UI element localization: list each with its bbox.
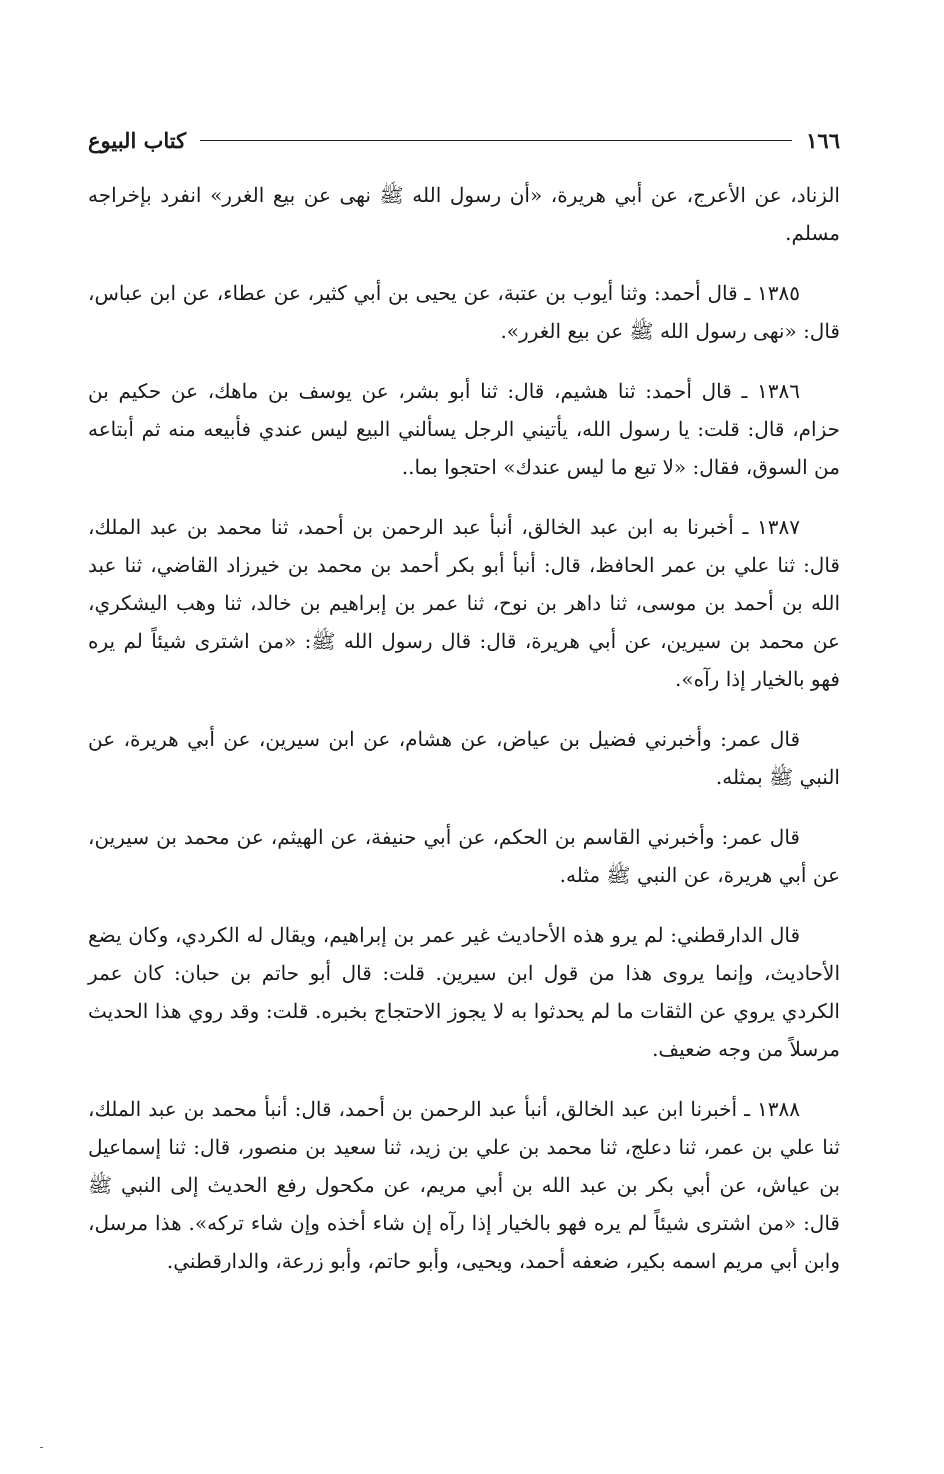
paragraph-hadith-1387: ١٣٨٧ ـ أخبرنا به ابن عبد الخالق، أنبأ عبد الرحمن بن أحمد، ثنا محمد بن عبد الملك، قال: ثنا علي بن عمر الحافظ، قال: أنبأ أبو بكر أحمد بن محمد بن خيرزاد القاضي، ثنا عبد الله بن أحمد بن موسى، ثنا داهر بن نوح، ثنا عمر بن إبراهيم بن خالد، ثنا وهب اليشكري، عن محمد بن سيرين، عن أبي هريرة، قال: قال رسول الله ﷺ: «من اشترى شيئاً لم يره فهو بالخيار إذا رآه». [88, 515, 840, 691]
paragraph-daraqutni: قال الدارقطني: لم يرو هذه الأحاديث غير عمر بن إبراهيم، ويقال له الكردي، وكان يضع الأحاديث، وإنما يروى هذا من قول ابن سيرين. قلت: قال أبو حاتم بن حبان: كان عمر الكردي يروي عن الثقات ما لم يحدثوا به لا يجوز الاحتجاج بخبره. قلت: وقد روي هذا الحديث مرسلاً من وجه ضعيف. [88, 923, 840, 1061]
paragraph-umar-1: قال عمر: وأخبرني فضيل بن عياض، عن هشام، عن ابن سيرين، عن أبي هريرة، عن النبي ﷺ بمثله. [88, 727, 840, 789]
page-number: ١٦٦ [806, 127, 840, 153]
corner-mark: ـ [40, 1440, 43, 1451]
paragraph-hadith-1386: ١٣٨٦ ـ قال أحمد: ثنا هشيم، قال: ثنا أبو بشر، عن يوسف بن ماهك، عن حكيم بن حزام، قال: قلت: يا رسول الله، يأتيني الرجل يسألني البيع ليس عندي فأبيعه منه ثم أبتاعه من السوق، فقال: «لا تبع ما ليس عندك» احتجوا بما.. [88, 379, 840, 479]
book-title: كتاب البيوع [88, 127, 187, 153]
page-header [88, 122, 840, 158]
paragraph-umar-2: قال عمر: وأخبرني القاسم بن الحكم، عن أبي حنيفة، عن الهيثم، عن محمد بن سيرين، عن أبي هريرة، عن النبي ﷺ مثله. [88, 825, 840, 887]
header-rule [200, 140, 792, 141]
paragraph-hadith-1385: ١٣٨٥ ـ قال أحمد: وثنا أيوب بن عتبة، عن يحيى بن أبي كثير، عن عطاء، عن ابن عباس، قال: «نهى رسول الله ﷺ عن بيع الغرر». [88, 281, 840, 343]
page-body [88, 176, 840, 1302]
paragraph-hadith-1388: ١٣٨٨ ـ أخبرنا ابن عبد الخالق، أنبأ عبد الرحمن بن أحمد، قال: أنبأ محمد بن عبد الملك، ثنا علي بن عمر، ثنا دعلج، ثنا محمد بن علي بن زيد، ثنا سعيد بن منصور، قال: ثنا إسماعيل بن عياش، عن أبي بكر بن عبد الله بن أبي مريم، عن مكحول رفع الحديث إلى النبي ﷺ قال: «من اشترى شيئاً لم يره فهو بالخيار إذا رآه إن شاء أخذه وإن شاء تركه». هذا مرسل، وابن أبي مريم اسمه بكير، ضعفه أحمد، ويحيى، وأبو حاتم، وأبو زرعة، والدارقطني. [88, 1097, 840, 1273]
paragraph-continuation: الزناد، عن الأعرج، عن أبي هريرة، «أن رسول الله ﷺ نهى عن بيع الغرر» انفرد بإخراجه مسلم. [88, 183, 840, 245]
